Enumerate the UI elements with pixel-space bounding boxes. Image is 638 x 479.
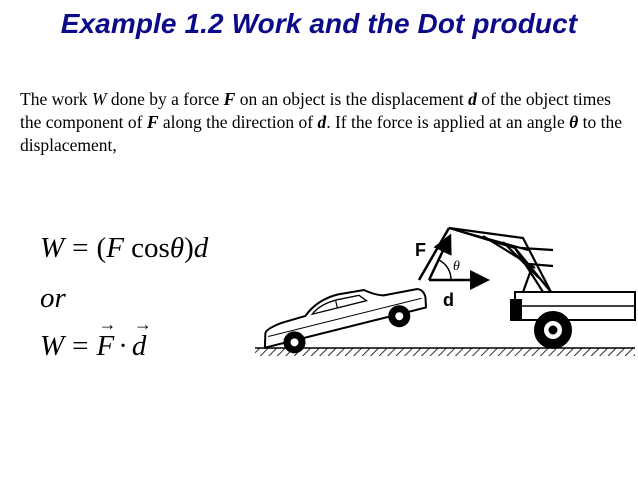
tow-truck [511, 292, 635, 348]
work-variable: W [91, 89, 107, 109]
angle-arc [439, 260, 451, 280]
angle-label: θ [453, 259, 460, 274]
displacement-label: d [443, 290, 454, 310]
displacement-vector: → d [131, 314, 152, 362]
or-text: or [40, 282, 66, 314]
tow-truck-figure [253, 210, 638, 370]
vector-arrow-icon: → [98, 314, 117, 334]
slide-title: Example 1.2 Work and the Dot product [60, 8, 578, 39]
displacement-variable: d [468, 89, 477, 109]
work-formula: W = (F cosθ)d [40, 232, 209, 264]
crane-boom [449, 228, 553, 292]
force-vector: → F [96, 314, 117, 362]
ground [255, 348, 635, 356]
description-paragraph: The work W done by a force F on an object is the displacement d of the object times the component of F along the direction of d. If the force is applied at an angle θ to the displacement, [20, 89, 622, 155]
vector-arrow-icon: → [133, 314, 152, 334]
force-variable: F [223, 89, 236, 109]
force-label: F [415, 240, 426, 260]
angle-variable: θ [569, 112, 579, 132]
dot-product-formula: W = → F · → d [40, 314, 152, 362]
